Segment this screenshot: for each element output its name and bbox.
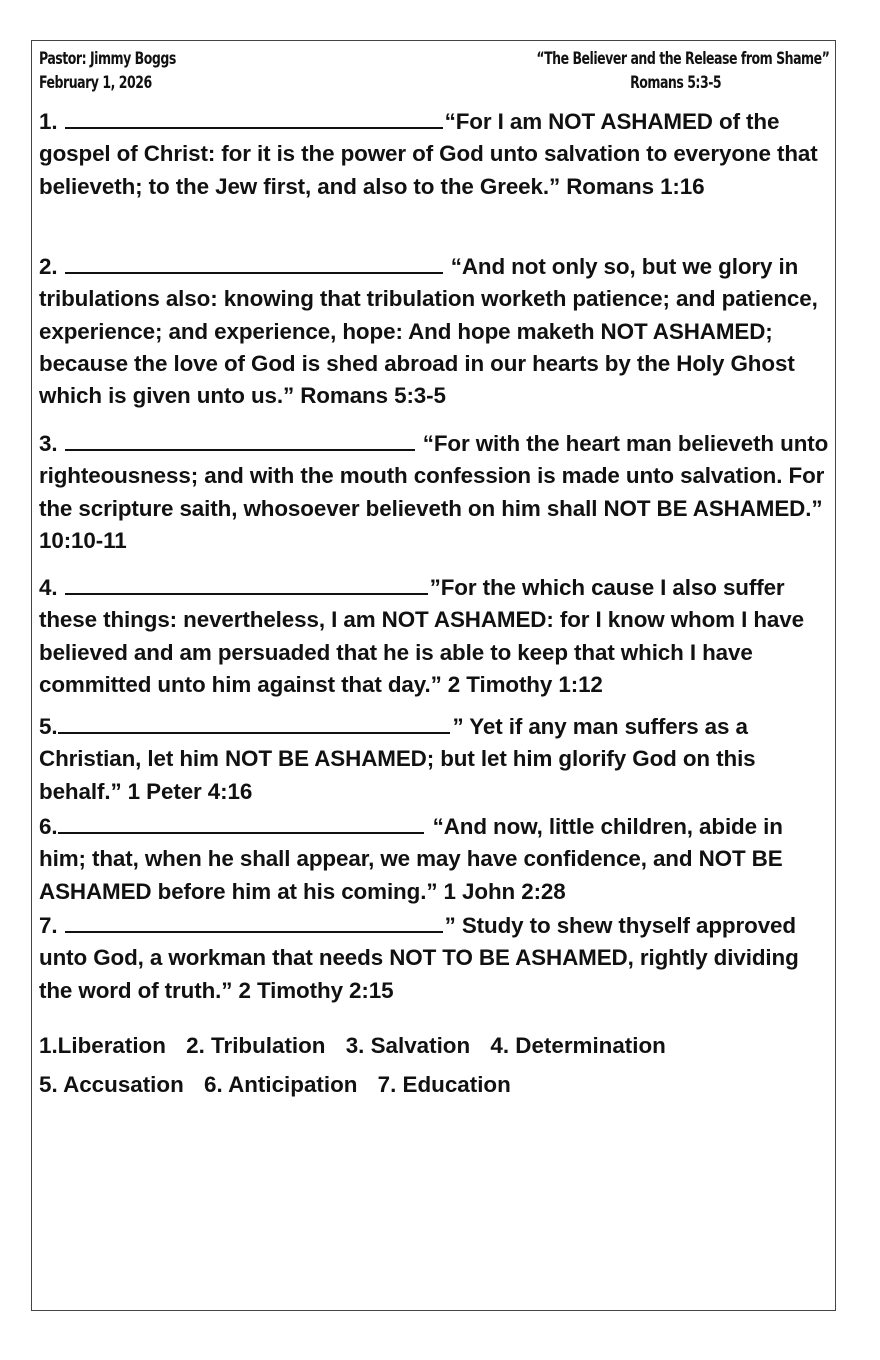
point-number: 4. bbox=[39, 575, 58, 600]
point-verse-text: “For I am NOT ASHAMED of the gospel of Christ: for it is the power of God unto salvation to everyone that believeth; to the Jew first, and also to the Greek.” Romans 1:16 bbox=[39, 109, 818, 199]
pastor-name: Pastor: Jimmy Boggs bbox=[39, 49, 176, 69]
header-left bbox=[39, 47, 176, 95]
sermon-title: “The Believer and the Release from Shame” bbox=[535, 49, 829, 69]
fill-in-blank[interactable] bbox=[65, 254, 443, 274]
point-verse-text: ” Study to shew thyself approved unto God, a workman that needs NOT TO BE ASHAMED, rightly dividing the word of truth.” 2 Timothy 2:15 bbox=[39, 913, 799, 1003]
point-3 bbox=[39, 428, 834, 557]
sermon-reference: Romans 5:3-5 bbox=[629, 73, 721, 93]
point-number: 1. bbox=[39, 109, 58, 134]
answer-7: 7. Education bbox=[377, 1072, 511, 1097]
point-5 bbox=[39, 711, 834, 808]
answer-6: 6. Anticipation bbox=[204, 1072, 358, 1097]
fill-in-blank[interactable] bbox=[65, 575, 428, 595]
point-verse-text: “And not only so, but we glory in tribulations also: knowing that tribulation worketh patience; and patience, experience; and experience, hope: And hope maketh NOT ASHAMED; because the love of God is shed abroad in our hearts by the Holy Ghost which is given unto us.” Romans 5:3-5 bbox=[39, 254, 818, 409]
answer-key-row-2 bbox=[39, 1065, 525, 1104]
fill-in-blank[interactable] bbox=[65, 109, 443, 129]
point-number: 3. bbox=[39, 431, 58, 456]
sermon-header bbox=[39, 47, 829, 97]
fill-in-blank[interactable] bbox=[58, 814, 424, 834]
answer-3: 3. Salvation bbox=[345, 1033, 471, 1058]
point-2 bbox=[39, 251, 834, 412]
point-number: 2. bbox=[39, 254, 58, 279]
answer-2: 2. Tribulation bbox=[186, 1033, 326, 1058]
point-number: 6. bbox=[39, 814, 58, 839]
fill-in-blank[interactable] bbox=[65, 431, 415, 451]
fill-in-blank[interactable] bbox=[65, 913, 443, 933]
sermon-date: February 1, 2026 bbox=[39, 73, 152, 93]
header-right bbox=[536, 47, 829, 95]
point-6 bbox=[39, 811, 834, 908]
point-number: 5. bbox=[39, 714, 58, 739]
answer-4: 4. Determination bbox=[490, 1033, 666, 1058]
answer-key-row-1 bbox=[39, 1026, 680, 1065]
point-7 bbox=[39, 910, 834, 1007]
point-verse-text: ” Yet if any man suffers as a Christian, let him NOT BE ASHAMED; but let him glorify God on this behalf.” 1 Peter 4:16 bbox=[39, 714, 756, 804]
fill-in-blank[interactable] bbox=[58, 714, 450, 734]
point-number: 7. bbox=[39, 913, 58, 938]
point-verse-text: “For with the heart man believeth unto righteousness; and with the mouth confession is made unto salvation. For the scripture saith, whosoever believeth on him shall NOT BE ASHAMED.” 10:10-11 bbox=[39, 431, 829, 553]
point-verse-text: “And now, little children, abide in him; that, when he shall appear, we may have confidence, and NOT BE ASHAMED before him at his coming.” 1 John 2:28 bbox=[39, 814, 783, 904]
answer-1: 1.Liberation bbox=[39, 1033, 166, 1058]
point-verse-text: ”For the which cause I also suffer these things: nevertheless, I am NOT ASHAMED: for I know whom I have believed and am persuaded that he is able to keep that which I have committed unto him against that day.” 2 Timothy 1:12 bbox=[39, 575, 804, 697]
answer-5: 5. Accusation bbox=[39, 1072, 184, 1097]
point-4 bbox=[39, 572, 834, 701]
point-1 bbox=[39, 106, 834, 203]
